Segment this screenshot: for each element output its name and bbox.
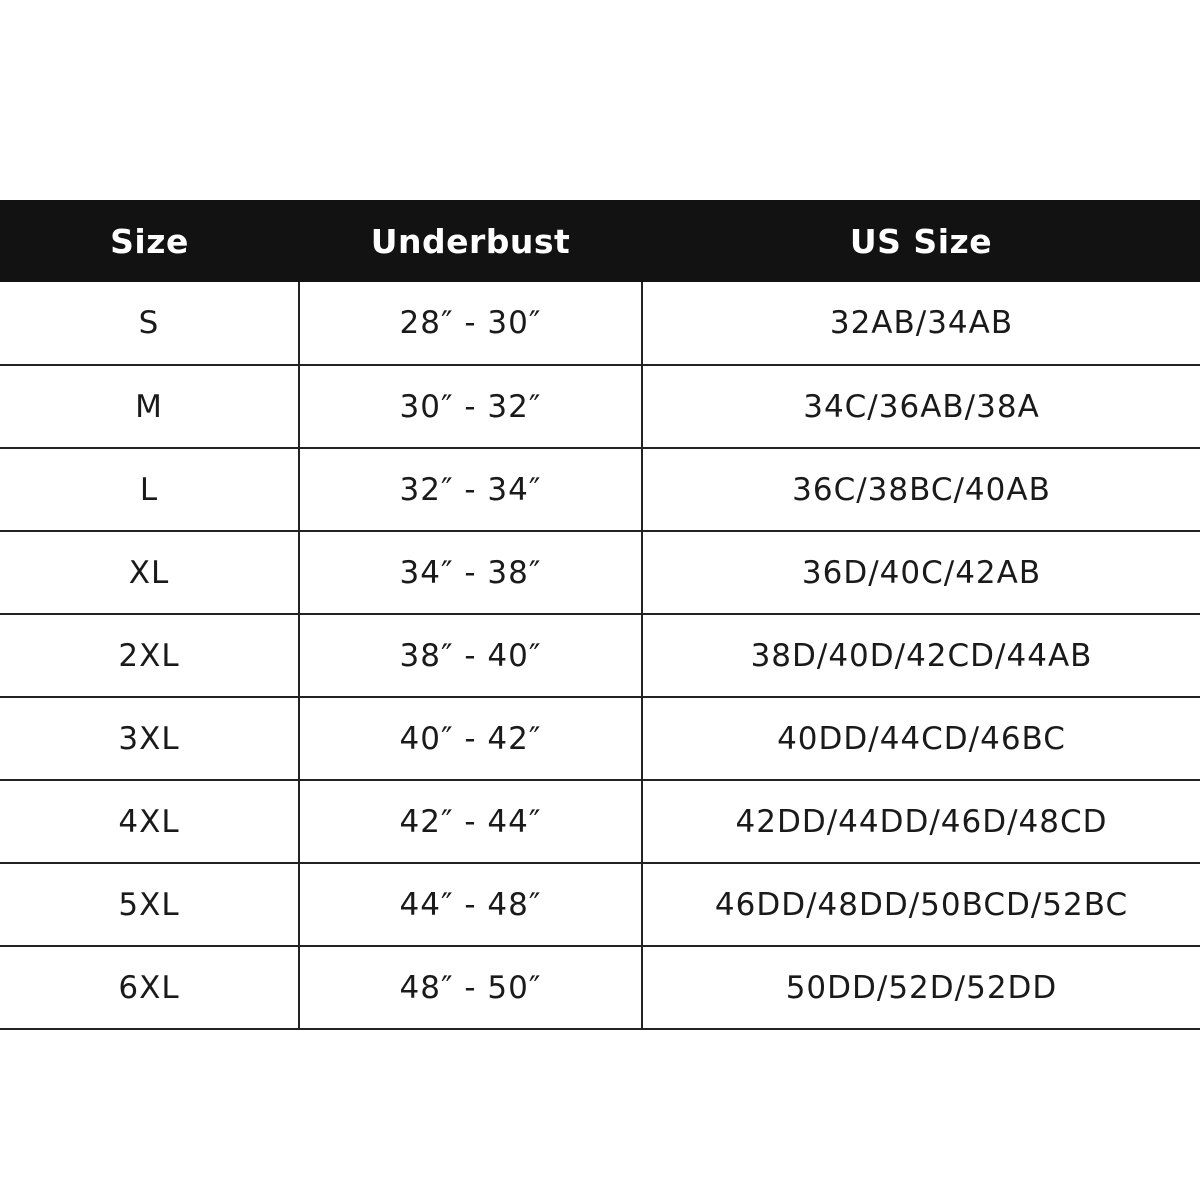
header-row (0, 200, 1200, 282)
cell-underbust: 44″ - 48″ (299, 863, 642, 946)
cell-size: 6XL (0, 946, 299, 1029)
table-row (0, 282, 1200, 365)
cell-underbust: 34″ - 38″ (299, 531, 642, 614)
header-size: Size (0, 200, 299, 282)
cell-size: S (0, 282, 299, 365)
cell-us-size: 38D/40D/42CD/44AB (642, 614, 1200, 697)
cell-us-size: 36C/38BC/40AB (642, 448, 1200, 531)
table-row (0, 946, 1200, 1029)
cell-us-size: 40DD/44CD/46BC (642, 697, 1200, 780)
cell-size: M (0, 365, 299, 448)
cell-size: 4XL (0, 780, 299, 863)
table-row (0, 531, 1200, 614)
cell-underbust: 32″ - 34″ (299, 448, 642, 531)
header-underbust: Underbust (299, 200, 642, 282)
cell-underbust: 40″ - 42″ (299, 697, 642, 780)
table-row (0, 448, 1200, 531)
cell-size: 5XL (0, 863, 299, 946)
table-body (0, 282, 1200, 1029)
cell-underbust: 30″ - 32″ (299, 365, 642, 448)
cell-underbust: 48″ - 50″ (299, 946, 642, 1029)
cell-size: 3XL (0, 697, 299, 780)
cell-size: XL (0, 531, 299, 614)
cell-us-size: 36D/40C/42AB (642, 531, 1200, 614)
table-row (0, 365, 1200, 448)
table-row (0, 863, 1200, 946)
table-row (0, 614, 1200, 697)
cell-us-size: 32AB/34AB (642, 282, 1200, 365)
cell-us-size: 34C/36AB/38A (642, 365, 1200, 448)
header-us-size: US Size (642, 200, 1200, 282)
cell-us-size: 42DD/44DD/46D/48CD (642, 780, 1200, 863)
cell-underbust: 42″ - 44″ (299, 780, 642, 863)
cell-size: 2XL (0, 614, 299, 697)
size-chart-table (0, 200, 1200, 1030)
cell-size: L (0, 448, 299, 531)
cell-underbust: 38″ - 40″ (299, 614, 642, 697)
table-header (0, 200, 1200, 282)
table-row (0, 780, 1200, 863)
table-row (0, 697, 1200, 780)
cell-underbust: 28″ - 30″ (299, 282, 642, 365)
cell-us-size: 46DD/48DD/50BCD/52BC (642, 863, 1200, 946)
cell-us-size: 50DD/52D/52DD (642, 946, 1200, 1029)
